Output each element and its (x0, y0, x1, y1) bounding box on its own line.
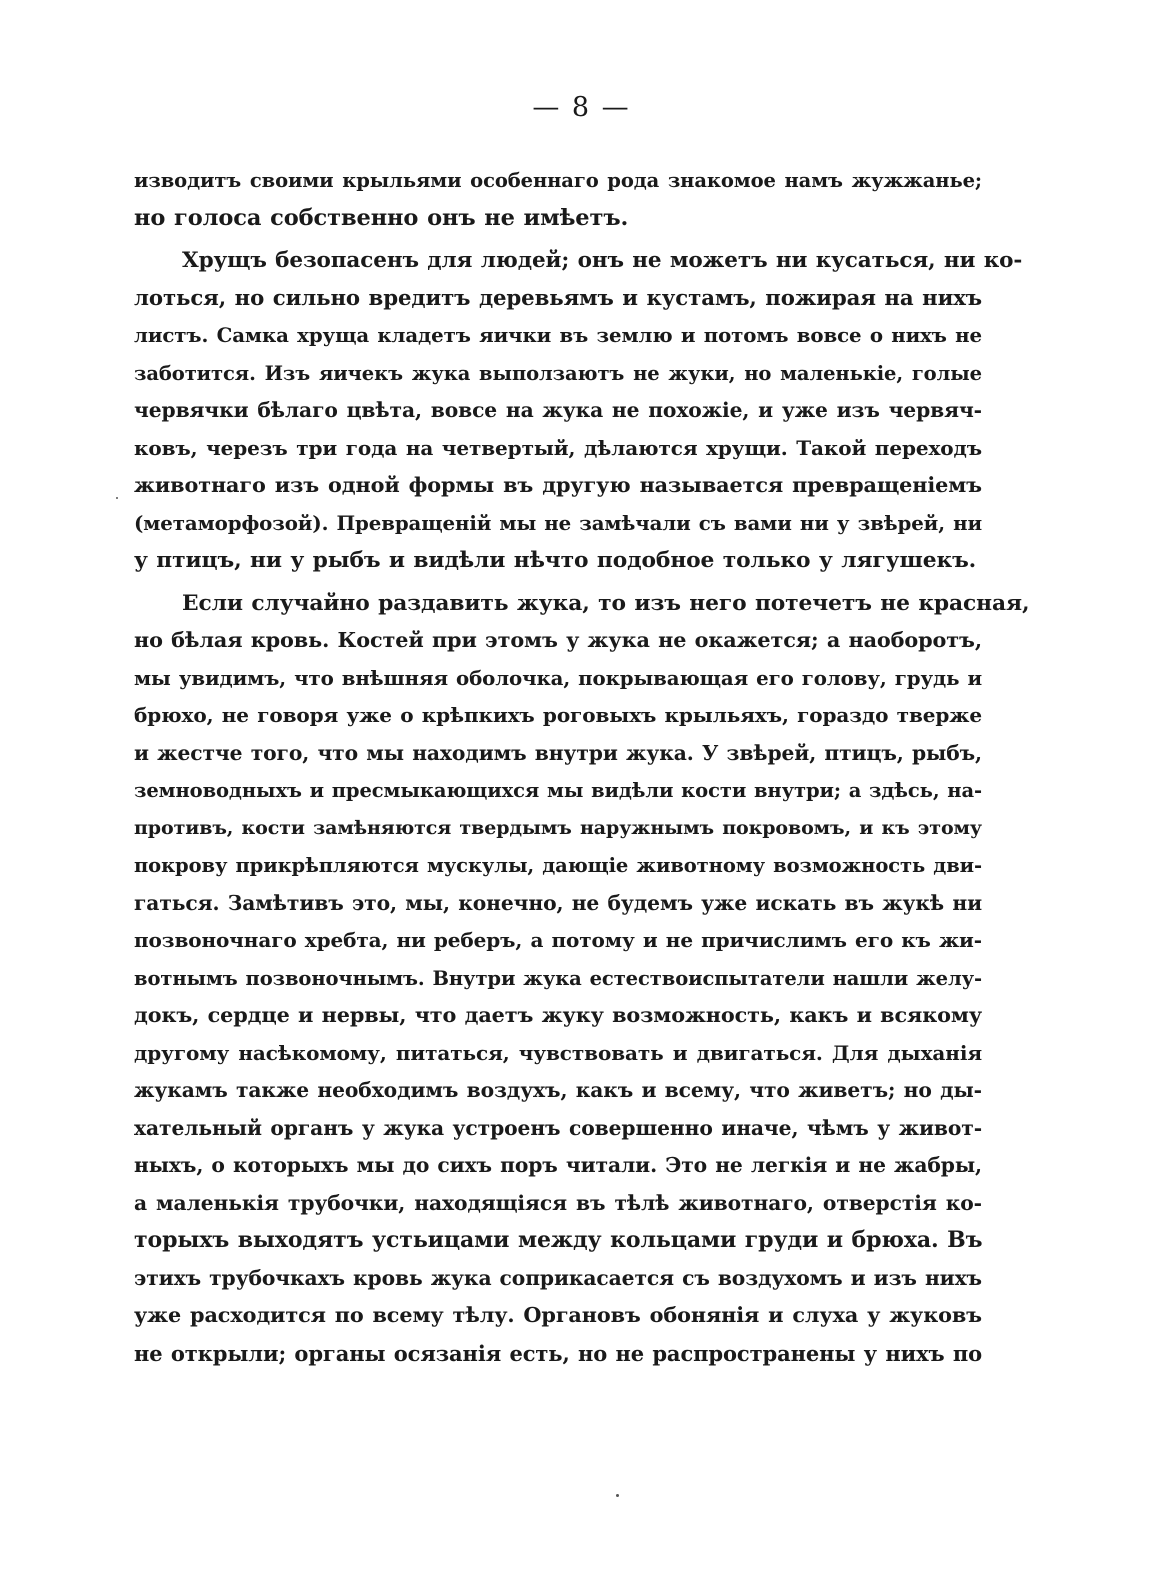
body-text (134, 162, 1030, 1372)
text-line: животнаго изъ одной формы въ другую называется превращеніемъ (134, 473, 982, 497)
text-line: торыхъ выходятъ устьицами между кольцами груди и брюха. Въ (134, 1227, 983, 1253)
text-line: ковъ, черезъ три года на четвертый, дѣлаются хрущи. Такой переходъ (134, 435, 982, 460)
text-line: мы увидимъ, что внѣшняя оболочка, покрывающая его голову, грудь и (134, 665, 982, 690)
text-line: докъ, сердце и нервы, что даетъ жуку возможность, какъ и всякому (134, 1003, 982, 1027)
text-line: (метаморфозой). Превращеній мы не замѣчали съ вами ни у звѣрей, ни (134, 510, 982, 535)
page-number: — 8 — (532, 92, 631, 123)
text-line: Хрущъ безопасенъ для людей; онъ не можетъ ни кусаться, ни ко- (182, 248, 1023, 273)
text-line: этихъ трубочкахъ кровь жука соприкасается съ воздухомъ и изъ нихъ (134, 1265, 982, 1290)
text-line: Если случайно раздавить жука, то изъ него потечетъ не красная, (182, 590, 1030, 616)
text-line: ныхъ, о которыхъ мы до сихъ поръ читали. Это не легкія и не жабры, (134, 1153, 982, 1177)
text-line: позвоночнаго хребта, ни реберъ, а потому и не причислимъ его къ жи- (134, 928, 982, 952)
text-line: и жестче того, что мы находимъ внутри жука. У звѣрей, птицъ, рыбъ, (134, 740, 982, 765)
paragraph-2 (134, 242, 1023, 580)
text-line: листъ. Самка хруща кладетъ яички въ землю и потомъ вовсе о нихъ не (134, 323, 982, 347)
text-line: у птицъ, ни у рыбъ и видѣли нѣчто подобное только у лягушекъ. (134, 548, 977, 573)
scan-speck (116, 497, 118, 499)
text-line: изводитъ своими крыльями особеннаго рода знакомое намъ жужжанье; (134, 169, 982, 192)
text-line: вотнымъ позвоночнымъ. Внутри жука естествоиспытатели нашли желу- (134, 966, 982, 990)
text-line: жукамъ также необходимъ воздухъ, какъ и всему, что живетъ; но ды- (134, 1078, 982, 1102)
paragraph-1 (134, 162, 982, 237)
text-line: брюхо, не говоря уже о крѣпкихъ роговыхъ крыльяхъ, гораздо тверже (134, 703, 982, 727)
text-line: не открыли; органы осязанія есть, но не распространены у нихъ по (134, 1340, 982, 1366)
text-line: земноводныхъ и пресмыкающихся мы видѣли кости внутри; а здѣсь, на- (134, 779, 982, 802)
paragraph-3 (134, 585, 1030, 1373)
text-line: заботится. Изъ яичекъ жука выползаютъ не жуки, но маленькіе, голые (134, 361, 982, 385)
text-line: хательный органъ у жука устроенъ совершенно иначе, чѣмъ у живот- (134, 1115, 982, 1140)
text-line: противъ, кости замѣняются твердымъ наружнымъ покровомъ, и къ этому (134, 816, 982, 839)
text-line: лоться, но сильно вредитъ деревьямъ и кустамъ, пожирая на нихъ (134, 285, 982, 311)
text-line: другому насѣкомому, питаться, чувствовать и двигаться. Для дыханія (134, 1040, 982, 1065)
text-line: но бѣлая кровь. Костей при этомъ у жука не окажется; а наоборотъ, (134, 628, 982, 652)
scan-speck (616, 1494, 619, 1497)
text-line: но голоса собственно онъ не имѣетъ. (134, 204, 629, 231)
text-line: гаться. Замѣтивъ это, мы, конечно, не будемъ уже искать въ жукѣ ни (134, 890, 982, 915)
text-line: червячки бѣлаго цвѣта, вовсе на жука не похожіе, и уже изъ червяч- (134, 398, 982, 422)
text-line: а маленькія трубочки, находящіяся въ тѣлѣ животнаго, отверстія ко- (134, 1190, 982, 1215)
text-line: уже расходится по всему тѣлу. Органовъ обонянія и слуха у жуковъ (134, 1303, 982, 1327)
text-line: покрову прикрѣпляются мускулы, дающіе животному возможность дви- (134, 854, 982, 877)
